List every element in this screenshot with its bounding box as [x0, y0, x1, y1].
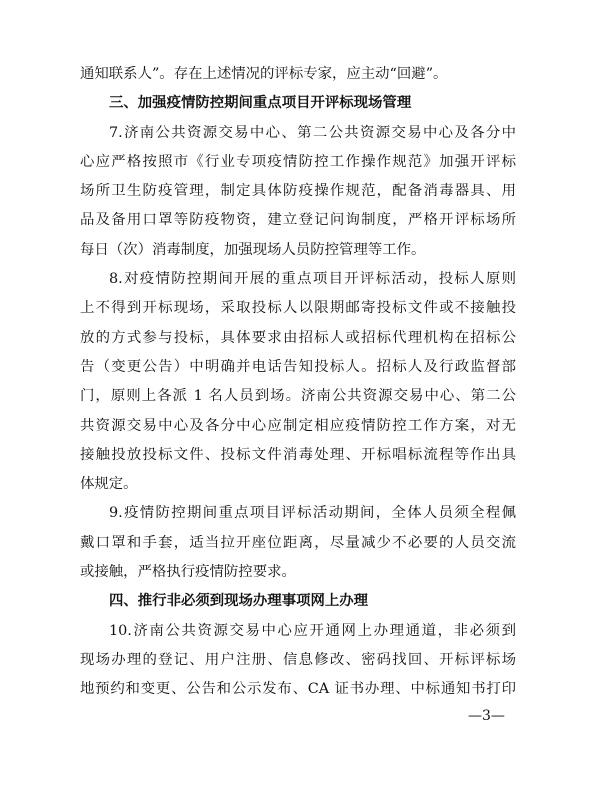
document-body	[80, 60, 516, 705]
paragraph-line: 放的方式参与投标，具体要求由招标人或招标代理机构在招标公	[80, 329, 516, 346]
paragraph-line: 共资源交易中心及各分中心应制定相应疫情防控工作方案，对无	[80, 417, 516, 434]
paragraph-line: 通知联系人”。存在上述情况的评标专家，应主动“回避”。	[80, 66, 448, 82]
section-heading-3: 三、加强疫情防控期间重点项目开评标现场管理	[109, 95, 412, 112]
paragraph-line: 场所卫生防疫管理，制定具体防疫操作规范，配备消毒器具、用	[80, 183, 516, 200]
paragraph-line: 体规定。	[80, 476, 138, 493]
paragraph-line: 告（变更公告）中明确并电话告知投标人。招标人及行政监督部	[80, 358, 516, 375]
paragraph-line: 品及备用口罩等防疫物资，建立登记问询制度，严格开评标场所	[80, 212, 516, 229]
paragraph-line: 8.对疫情防控期间开展的重点项目开评标活动，投标人原则	[109, 271, 516, 288]
section-heading-4: 四、推行非必须到现场办理事项网上办理	[109, 593, 369, 610]
paragraph-line: 7.济南公共资源交易中心、第二公共资源交易中心及各分中	[109, 124, 516, 141]
paragraph-line: 9.疫情防控期间重点项目评标活动期间，全体人员须全程佩	[109, 505, 516, 522]
paragraph-line: 门，原则上各派 1 名人员到场。济南公共资源交易中心、第二公	[80, 388, 516, 405]
paragraph-line: 现场办理的登记、用户注册、信息修改、密码找回、开标评标场	[80, 651, 516, 668]
page-number: —3—	[468, 708, 505, 724]
paragraph-line: 或接触，严格执行疫情防控要求。	[80, 564, 296, 581]
paragraph-line: 接触投放投标文件、投标文件消毒处理、开标唱标流程等作出具	[80, 446, 516, 463]
paragraph-line: 10.济南公共资源交易中心应开通网上办理通道，非必须到	[109, 622, 516, 639]
paragraph-line: 上不得到开标现场，采取投标人以限期邮寄投标文件或不接触投	[80, 300, 516, 317]
paragraph-line: 心应严格按照市《行业专项疫情防控工作操作规范》加强开评标	[80, 153, 516, 170]
paragraph-line: 戴口罩和手套，适当拉开座位距离，尽量减少不必要的人员交流	[80, 534, 516, 551]
paragraph-line: 每日（次）消毒制度，加强现场人员防控管理等工作。	[80, 241, 426, 258]
paragraph-line: 地预约和变更、公告和公示发布、CA 证书办理、中标通知书打印	[80, 681, 516, 698]
